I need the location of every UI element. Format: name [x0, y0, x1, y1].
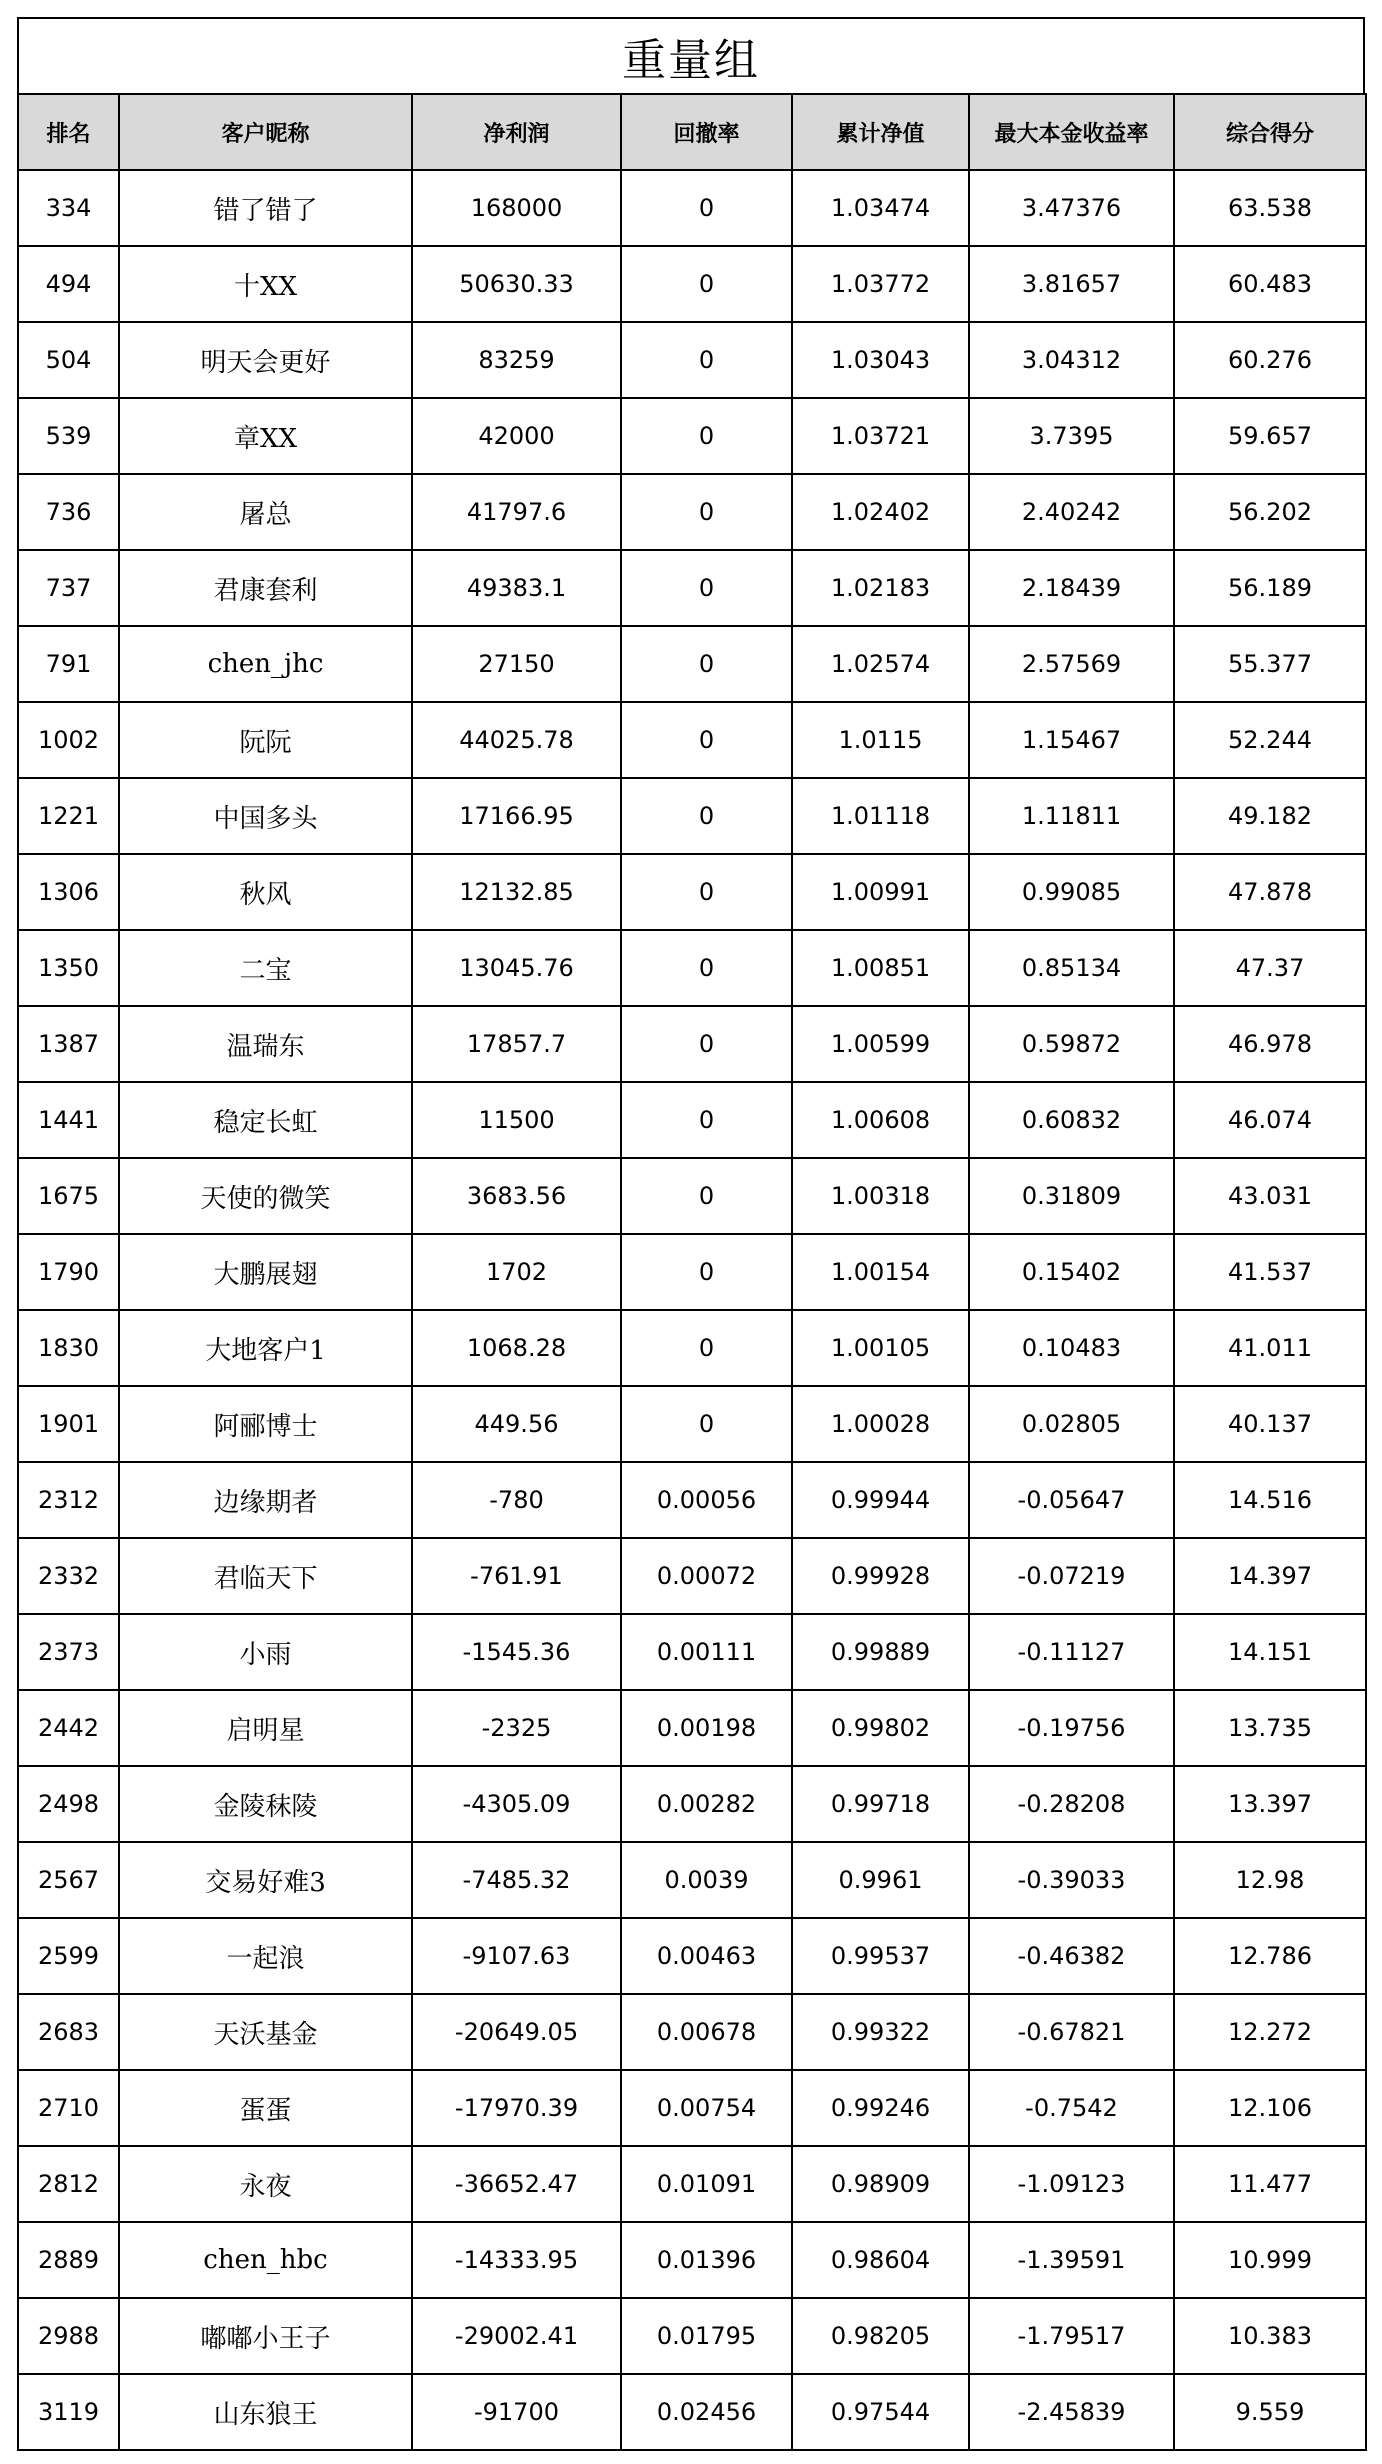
cell-max-principal-return: 0.02805 [969, 1386, 1174, 1462]
cell-nickname: 稳定长虹 [119, 1082, 412, 1158]
cell-net-profit: 42000 [412, 398, 621, 474]
cell-cumulative-nav: 1.00028 [792, 1386, 969, 1462]
cell-cumulative-nav: 1.03474 [792, 170, 969, 246]
cell-nickname: 君临天下 [119, 1538, 412, 1614]
cell-drawdown: 0.0039 [621, 1842, 792, 1918]
cell-cumulative-nav: 1.00851 [792, 930, 969, 1006]
table-row [18, 854, 1366, 930]
cell-cumulative-nav: 1.03721 [792, 398, 969, 474]
cell-overall-score: 14.151 [1174, 1614, 1366, 1690]
cell-max-principal-return: 0.99085 [969, 854, 1174, 930]
table-row [18, 930, 1366, 1006]
cell-max-principal-return: 3.47376 [969, 170, 1174, 246]
cell-rank: 2312 [18, 1462, 119, 1538]
cell-nickname: 金陵秣陵 [119, 1766, 412, 1842]
cell-net-profit: -761.91 [412, 1538, 621, 1614]
cell-rank: 736 [18, 474, 119, 550]
cell-net-profit: 44025.78 [412, 702, 621, 778]
cell-overall-score: 47.878 [1174, 854, 1366, 930]
table-row [18, 1310, 1366, 1386]
cell-cumulative-nav: 0.98205 [792, 2298, 969, 2374]
cell-max-principal-return: 0.60832 [969, 1082, 1174, 1158]
cell-net-profit: 3683.56 [412, 1158, 621, 1234]
cell-drawdown: 0.01396 [621, 2222, 792, 2298]
cell-drawdown: 0.00056 [621, 1462, 792, 1538]
cell-drawdown: 0 [621, 1006, 792, 1082]
table-row [18, 2070, 1366, 2146]
cell-net-profit: -91700 [412, 2374, 621, 2450]
cell-max-principal-return: 3.81657 [969, 246, 1174, 322]
cell-nickname: 嘟嘟小王子 [119, 2298, 412, 2374]
cell-drawdown: 0 [621, 1234, 792, 1310]
cell-cumulative-nav: 0.99802 [792, 1690, 969, 1766]
cell-max-principal-return: -1.39591 [969, 2222, 1174, 2298]
cell-cumulative-nav: 1.00318 [792, 1158, 969, 1234]
cell-overall-score: 60.483 [1174, 246, 1366, 322]
cell-drawdown: 0 [621, 702, 792, 778]
cell-max-principal-return: 2.18439 [969, 550, 1174, 626]
cell-nickname: 交易好难3 [119, 1842, 412, 1918]
table-row [18, 1462, 1366, 1538]
cell-rank: 1387 [18, 1006, 119, 1082]
cell-nickname: 天使的微笑 [119, 1158, 412, 1234]
cell-max-principal-return: 3.04312 [969, 322, 1174, 398]
cell-drawdown: 0.00754 [621, 2070, 792, 2146]
cell-cumulative-nav: 0.9961 [792, 1842, 969, 1918]
cell-max-principal-return: -0.39033 [969, 1842, 1174, 1918]
cell-cumulative-nav: 1.00599 [792, 1006, 969, 1082]
cell-drawdown: 0 [621, 1158, 792, 1234]
cell-net-profit: 449.56 [412, 1386, 621, 1462]
cell-rank: 504 [18, 322, 119, 398]
table-row [18, 1082, 1366, 1158]
cell-rank: 2988 [18, 2298, 119, 2374]
table-row [18, 2146, 1366, 2222]
cell-cumulative-nav: 0.99718 [792, 1766, 969, 1842]
cell-net-profit: 17166.95 [412, 778, 621, 854]
table-row [18, 1842, 1366, 1918]
cell-overall-score: 12.98 [1174, 1842, 1366, 1918]
cell-rank: 2373 [18, 1614, 119, 1690]
table-row [18, 246, 1366, 322]
table-row [18, 1766, 1366, 1842]
cell-drawdown: 0 [621, 474, 792, 550]
table-row [18, 398, 1366, 474]
cell-net-profit: -36652.47 [412, 2146, 621, 2222]
cell-net-profit: -29002.41 [412, 2298, 621, 2374]
cell-nickname: 二宝 [119, 930, 412, 1006]
table-row [18, 170, 1366, 246]
cell-overall-score: 63.538 [1174, 170, 1366, 246]
cell-rank: 2710 [18, 2070, 119, 2146]
cell-max-principal-return: 2.40242 [969, 474, 1174, 550]
cell-overall-score: 46.978 [1174, 1006, 1366, 1082]
cell-overall-score: 40.137 [1174, 1386, 1366, 1462]
cell-drawdown: 0 [621, 398, 792, 474]
cell-net-profit: -780 [412, 1462, 621, 1538]
cell-overall-score: 56.202 [1174, 474, 1366, 550]
cell-rank: 2567 [18, 1842, 119, 1918]
cell-net-profit: 17857.7 [412, 1006, 621, 1082]
table-title: 重量组 [17, 17, 1365, 93]
cell-drawdown: 0 [621, 778, 792, 854]
column-header-nickname: 客户昵称 [119, 94, 412, 170]
cell-cumulative-nav: 1.00608 [792, 1082, 969, 1158]
cell-overall-score: 13.735 [1174, 1690, 1366, 1766]
cell-cumulative-nav: 1.00105 [792, 1310, 969, 1386]
cell-nickname: 明天会更好 [119, 322, 412, 398]
cell-net-profit: -4305.09 [412, 1766, 621, 1842]
table-row [18, 2374, 1366, 2450]
cell-rank: 1790 [18, 1234, 119, 1310]
cell-max-principal-return: 0.10483 [969, 1310, 1174, 1386]
cell-max-principal-return: -0.67821 [969, 1994, 1174, 2070]
table-row [18, 1386, 1366, 1462]
cell-overall-score: 10.383 [1174, 2298, 1366, 2374]
table-row [18, 1158, 1366, 1234]
cell-nickname: 秋风 [119, 854, 412, 930]
cell-rank: 2599 [18, 1918, 119, 1994]
cell-nickname: 天沃基金 [119, 1994, 412, 2070]
cell-overall-score: 59.657 [1174, 398, 1366, 474]
cell-overall-score: 49.182 [1174, 778, 1366, 854]
cell-net-profit: 50630.33 [412, 246, 621, 322]
column-header-drawdown: 回撤率 [621, 94, 792, 170]
cell-max-principal-return: -1.79517 [969, 2298, 1174, 2374]
cell-rank: 2683 [18, 1994, 119, 2070]
cell-cumulative-nav: 0.99322 [792, 1994, 969, 2070]
table-row [18, 1538, 1366, 1614]
table-row [18, 550, 1366, 626]
cell-nickname: 阿郦博士 [119, 1386, 412, 1462]
cell-rank: 1221 [18, 778, 119, 854]
cell-drawdown: 0 [621, 246, 792, 322]
ranking-table [17, 93, 1367, 2451]
cell-overall-score: 41.011 [1174, 1310, 1366, 1386]
cell-rank: 737 [18, 550, 119, 626]
column-header-rank: 排名 [18, 94, 119, 170]
cell-max-principal-return: 0.31809 [969, 1158, 1174, 1234]
cell-rank: 494 [18, 246, 119, 322]
cell-cumulative-nav: 1.00154 [792, 1234, 969, 1310]
column-header-net-profit: 净利润 [412, 94, 621, 170]
cell-drawdown: 0 [621, 170, 792, 246]
cell-max-principal-return: -0.28208 [969, 1766, 1174, 1842]
cell-max-principal-return: -0.7542 [969, 2070, 1174, 2146]
cell-overall-score: 11.477 [1174, 2146, 1366, 2222]
cell-drawdown: 0.00463 [621, 1918, 792, 1994]
cell-drawdown: 0 [621, 1310, 792, 1386]
table-row [18, 1690, 1366, 1766]
cell-net-profit: 49383.1 [412, 550, 621, 626]
cell-nickname: 大地客户1 [119, 1310, 412, 1386]
cell-drawdown: 0.00072 [621, 1538, 792, 1614]
cell-max-principal-return: 0.85134 [969, 930, 1174, 1006]
cell-max-principal-return: 0.15402 [969, 1234, 1174, 1310]
column-header-max-principal-return: 最大本金收益率 [969, 94, 1174, 170]
cell-net-profit: 83259 [412, 322, 621, 398]
cell-drawdown: 0.01795 [621, 2298, 792, 2374]
cell-cumulative-nav: 0.98909 [792, 2146, 969, 2222]
cell-rank: 539 [18, 398, 119, 474]
cell-drawdown: 0 [621, 1386, 792, 1462]
cell-overall-score: 60.276 [1174, 322, 1366, 398]
cell-nickname: 一起浪 [119, 1918, 412, 1994]
cell-cumulative-nav: 0.98604 [792, 2222, 969, 2298]
cell-drawdown: 0 [621, 550, 792, 626]
cell-nickname: 阮阮 [119, 702, 412, 778]
cell-rank: 1350 [18, 930, 119, 1006]
cell-rank: 1830 [18, 1310, 119, 1386]
cell-rank: 2332 [18, 1538, 119, 1614]
cell-nickname: 大鹏展翅 [119, 1234, 412, 1310]
cell-overall-score: 9.559 [1174, 2374, 1366, 2450]
cell-nickname: 启明星 [119, 1690, 412, 1766]
cell-nickname: 温瑞东 [119, 1006, 412, 1082]
cell-nickname: 屠总 [119, 474, 412, 550]
cell-rank: 1306 [18, 854, 119, 930]
cell-drawdown: 0.00111 [621, 1614, 792, 1690]
table-row [18, 322, 1366, 398]
cell-rank: 2812 [18, 2146, 119, 2222]
cell-nickname: 边缘期者 [119, 1462, 412, 1538]
table-row [18, 474, 1366, 550]
cell-drawdown: 0.00282 [621, 1766, 792, 1842]
cell-overall-score: 43.031 [1174, 1158, 1366, 1234]
cell-rank: 3119 [18, 2374, 119, 2450]
cell-net-profit: 13045.76 [412, 930, 621, 1006]
cell-nickname: chen_hbc [119, 2222, 412, 2298]
cell-drawdown: 0.00198 [621, 1690, 792, 1766]
cell-overall-score: 12.106 [1174, 2070, 1366, 2146]
cell-cumulative-nav: 1.02402 [792, 474, 969, 550]
table-row [18, 778, 1366, 854]
cell-max-principal-return: 2.57569 [969, 626, 1174, 702]
table-row [18, 1614, 1366, 1690]
cell-rank: 2442 [18, 1690, 119, 1766]
cell-max-principal-return: -1.09123 [969, 2146, 1174, 2222]
cell-nickname: 错了错了 [119, 170, 412, 246]
cell-rank: 1901 [18, 1386, 119, 1462]
cell-nickname: 小雨 [119, 1614, 412, 1690]
cell-rank: 334 [18, 170, 119, 246]
cell-max-principal-return: -0.46382 [969, 1918, 1174, 1994]
cell-nickname: 章XX [119, 398, 412, 474]
cell-net-profit: -17970.39 [412, 2070, 621, 2146]
cell-max-principal-return: 1.15467 [969, 702, 1174, 778]
cell-overall-score: 46.074 [1174, 1082, 1366, 1158]
cell-net-profit: -1545.36 [412, 1614, 621, 1690]
cell-nickname: 十XX [119, 246, 412, 322]
table-header [18, 94, 1366, 170]
cell-cumulative-nav: 1.03772 [792, 246, 969, 322]
cell-rank: 2498 [18, 1766, 119, 1842]
table-row [18, 1918, 1366, 1994]
cell-drawdown: 0 [621, 854, 792, 930]
cell-overall-score: 52.244 [1174, 702, 1366, 778]
cell-cumulative-nav: 0.97544 [792, 2374, 969, 2450]
table-row [18, 1234, 1366, 1310]
cell-max-principal-return: 3.7395 [969, 398, 1174, 474]
cell-net-profit: 1068.28 [412, 1310, 621, 1386]
cell-drawdown: 0 [621, 322, 792, 398]
table-row [18, 1994, 1366, 2070]
cell-cumulative-nav: 1.00991 [792, 854, 969, 930]
column-header-overall-score: 综合得分 [1174, 94, 1366, 170]
ranking-sheet [17, 17, 1365, 2451]
cell-cumulative-nav: 1.02574 [792, 626, 969, 702]
cell-net-profit: 27150 [412, 626, 621, 702]
cell-net-profit: 11500 [412, 1082, 621, 1158]
cell-net-profit: 168000 [412, 170, 621, 246]
table-row [18, 1006, 1366, 1082]
cell-net-profit: -14333.95 [412, 2222, 621, 2298]
cell-overall-score: 56.189 [1174, 550, 1366, 626]
cell-cumulative-nav: 1.02183 [792, 550, 969, 626]
cell-cumulative-nav: 0.99928 [792, 1538, 969, 1614]
cell-net-profit: 12132.85 [412, 854, 621, 930]
cell-overall-score: 14.516 [1174, 1462, 1366, 1538]
cell-nickname: 山东狼王 [119, 2374, 412, 2450]
cell-cumulative-nav: 0.99889 [792, 1614, 969, 1690]
cell-max-principal-return: -0.11127 [969, 1614, 1174, 1690]
cell-rank: 791 [18, 626, 119, 702]
cell-rank: 1002 [18, 702, 119, 778]
column-header-cumulative-nav: 累计净值 [792, 94, 969, 170]
cell-rank: 2889 [18, 2222, 119, 2298]
cell-nickname: 永夜 [119, 2146, 412, 2222]
cell-max-principal-return: 0.59872 [969, 1006, 1174, 1082]
cell-drawdown: 0 [621, 1082, 792, 1158]
cell-overall-score: 12.786 [1174, 1918, 1366, 1994]
cell-net-profit: -20649.05 [412, 1994, 621, 2070]
cell-net-profit: -9107.63 [412, 1918, 621, 1994]
table-row [18, 702, 1366, 778]
cell-overall-score: 10.999 [1174, 2222, 1366, 2298]
cell-rank: 1441 [18, 1082, 119, 1158]
table-row [18, 626, 1366, 702]
cell-cumulative-nav: 0.99944 [792, 1462, 969, 1538]
cell-drawdown: 0 [621, 626, 792, 702]
cell-cumulative-nav: 0.99537 [792, 1918, 969, 1994]
cell-nickname: 君康套利 [119, 550, 412, 626]
cell-nickname: 中国多头 [119, 778, 412, 854]
cell-overall-score: 12.272 [1174, 1994, 1366, 2070]
cell-net-profit: 1702 [412, 1234, 621, 1310]
cell-cumulative-nav: 1.01118 [792, 778, 969, 854]
cell-net-profit: 41797.6 [412, 474, 621, 550]
cell-drawdown: 0.00678 [621, 1994, 792, 2070]
cell-net-profit: -2325 [412, 1690, 621, 1766]
cell-overall-score: 14.397 [1174, 1538, 1366, 1614]
table-row [18, 2298, 1366, 2374]
cell-overall-score: 13.397 [1174, 1766, 1366, 1842]
cell-overall-score: 55.377 [1174, 626, 1366, 702]
cell-cumulative-nav: 1.0115 [792, 702, 969, 778]
cell-drawdown: 0.02456 [621, 2374, 792, 2450]
header-row [18, 94, 1366, 170]
cell-max-principal-return: -0.05647 [969, 1462, 1174, 1538]
cell-net-profit: -7485.32 [412, 1842, 621, 1918]
cell-rank: 1675 [18, 1158, 119, 1234]
table-row [18, 2222, 1366, 2298]
cell-drawdown: 0.01091 [621, 2146, 792, 2222]
cell-max-principal-return: 1.11811 [969, 778, 1174, 854]
cell-max-principal-return: -2.45839 [969, 2374, 1174, 2450]
cell-cumulative-nav: 0.99246 [792, 2070, 969, 2146]
cell-overall-score: 41.537 [1174, 1234, 1366, 1310]
cell-nickname: 蛋蛋 [119, 2070, 412, 2146]
cell-cumulative-nav: 1.03043 [792, 322, 969, 398]
cell-drawdown: 0 [621, 930, 792, 1006]
cell-overall-score: 47.37 [1174, 930, 1366, 1006]
table-body [18, 170, 1366, 2450]
cell-nickname: chen_jhc [119, 626, 412, 702]
cell-max-principal-return: -0.07219 [969, 1538, 1174, 1614]
cell-max-principal-return: -0.19756 [969, 1690, 1174, 1766]
